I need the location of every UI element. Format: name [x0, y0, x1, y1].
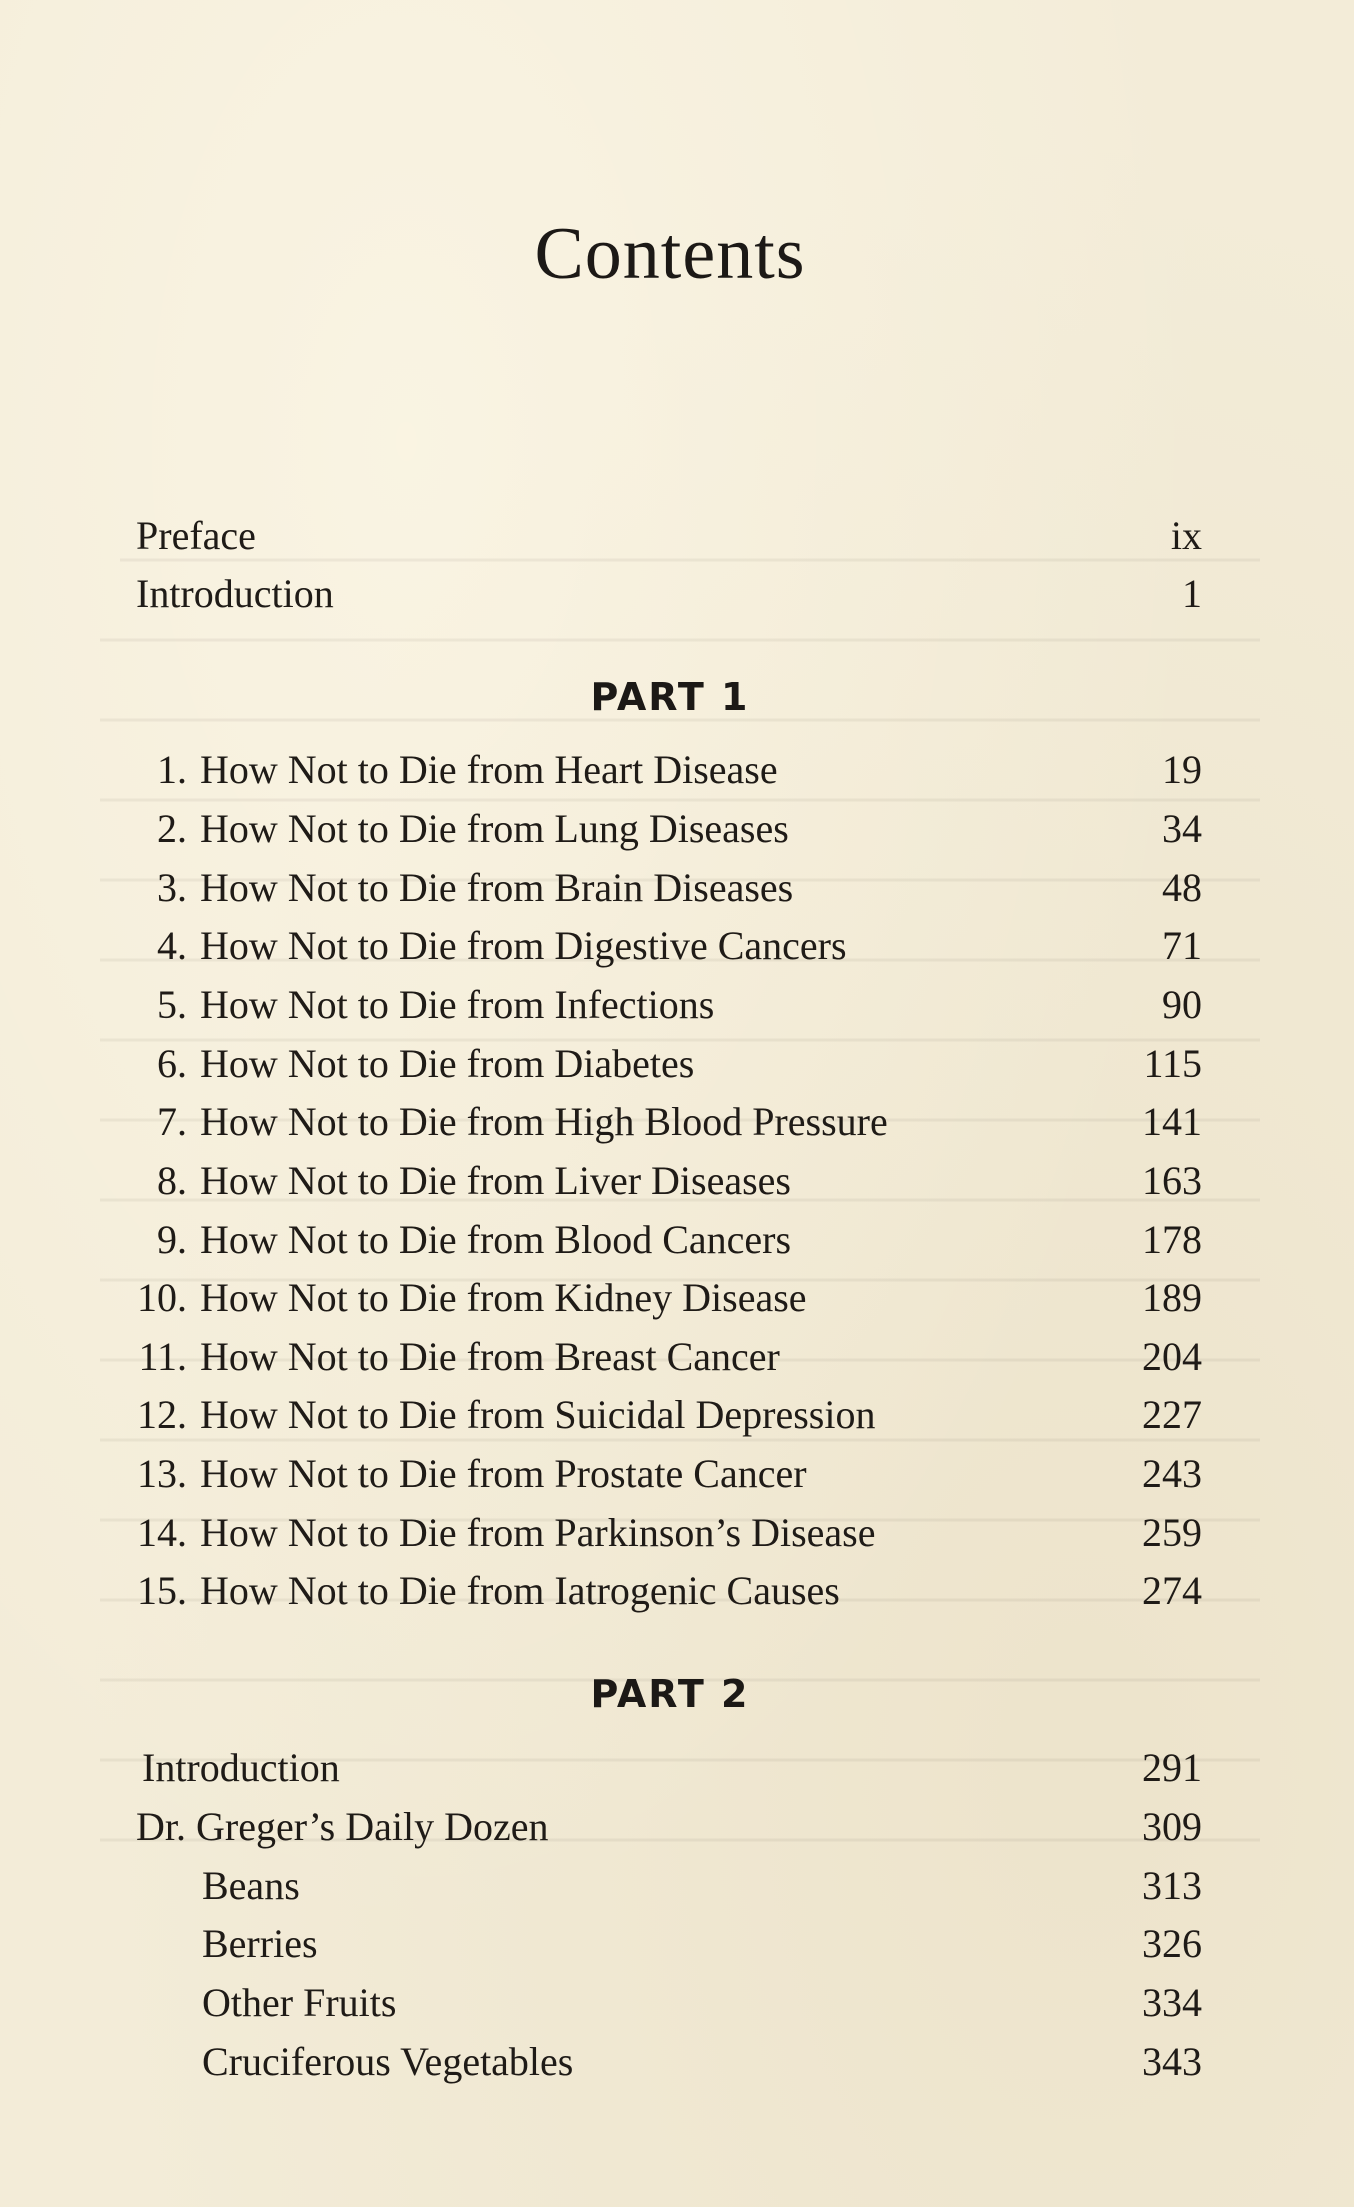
chapter-title: How Not to Die from Brain Diseases [200, 865, 794, 910]
toc-chapter-15[interactable] [0, 1562, 1354, 1620]
toc-subentry-berries[interactable] [0, 1915, 1354, 1973]
chapter-title: How Not to Die from High Blood Pressure [200, 1099, 888, 1144]
toc-entry-daily-dozen[interactable] [0, 1798, 1354, 1856]
toc-chapter-4[interactable] [0, 917, 1354, 975]
toc-chapter-14[interactable] [0, 1504, 1354, 1562]
chapter-number: 3. [157, 865, 187, 910]
toc-chapter-10[interactable] [0, 1269, 1354, 1327]
toc-subentry-cruciferous-vegetables[interactable] [0, 2033, 1354, 2091]
chapter-page: 163 [1142, 1158, 1202, 1203]
chapter-number: 9. [157, 1217, 187, 1262]
chapter-page: 90 [1162, 982, 1202, 1027]
chapter-title: How Not to Die from Heart Disease [200, 747, 778, 792]
chapter-title: How Not to Die from Liver Diseases [200, 1158, 791, 1203]
toc-subentry-page: 326 [1142, 1921, 1202, 1966]
chapter-page: 178 [1142, 1217, 1202, 1262]
chapter-number: 10. [137, 1275, 187, 1320]
toc-chapter-5[interactable] [0, 976, 1354, 1034]
chapter-title: How Not to Die from Iatrogenic Causes [200, 1568, 840, 1613]
chapter-page: 243 [1142, 1451, 1202, 1496]
chapter-title: How Not to Die from Suicidal Depression [200, 1392, 876, 1437]
toc-entry-page: 1 [1182, 571, 1202, 616]
toc-subentry-label: Berries [202, 1921, 318, 1966]
chapter-page: 141 [1142, 1099, 1202, 1144]
toc-subentry-page: 313 [1142, 1863, 1202, 1908]
toc-subentry-label: Cruciferous Vegetables [202, 2039, 574, 2084]
chapter-number: 1. [157, 747, 187, 792]
toc-subentry-beans[interactable] [0, 1857, 1354, 1915]
toc-entry-page: 309 [1142, 1804, 1202, 1849]
chapter-title: How Not to Die from Diabetes [200, 1041, 695, 1086]
chapter-title: How Not to Die from Blood Cancers [200, 1217, 792, 1262]
toc-chapter-7[interactable] [0, 1093, 1354, 1151]
chapter-number: 11. [138, 1334, 187, 1379]
toc-chapter-12[interactable] [0, 1386, 1354, 1444]
chapter-page: 189 [1142, 1275, 1202, 1320]
chapter-number: 6. [157, 1041, 187, 1086]
chapter-page: 204 [1142, 1334, 1202, 1379]
toc-entry-page: 291 [1142, 1745, 1202, 1790]
chapter-number: 2. [157, 806, 187, 851]
toc-chapter-2[interactable] [0, 800, 1354, 858]
toc-entry-introduction[interactable] [0, 565, 1354, 623]
toc-entry-page: ix [1170, 513, 1202, 558]
chapter-page: 115 [1143, 1041, 1202, 1086]
toc-subentry-label: Beans [202, 1863, 300, 1908]
chapter-page: 71 [1162, 923, 1202, 968]
toc-chapter-11[interactable] [0, 1328, 1354, 1386]
toc-chapter-8[interactable] [0, 1152, 1354, 1210]
chapter-number: 12. [137, 1392, 187, 1437]
part-1-heading: PART 1 [590, 675, 750, 719]
chapter-title: How Not to Die from Digestive Cancers [200, 923, 847, 968]
chapter-number: 15. [137, 1568, 187, 1613]
chapter-page: 227 [1142, 1392, 1202, 1437]
chapter-page: 19 [1162, 747, 1202, 792]
toc-subentry-page: 343 [1142, 2039, 1202, 2084]
toc-entry-label: Introduction [136, 571, 334, 616]
toc-chapter-3[interactable] [0, 859, 1354, 917]
toc-chapter-13[interactable] [0, 1445, 1354, 1503]
chapter-number: 13. [137, 1451, 187, 1496]
chapter-number: 7. [157, 1099, 187, 1144]
toc-subentry-page: 334 [1142, 1980, 1202, 2025]
toc-entry-label: Introduction [142, 1745, 340, 1790]
chapter-page: 274 [1142, 1568, 1202, 1613]
chapter-title: How Not to Die from Kidney Disease [200, 1275, 807, 1320]
chapter-number: 14. [137, 1510, 187, 1555]
chapter-page: 259 [1142, 1510, 1202, 1555]
chapter-number: 4. [157, 923, 187, 968]
chapter-title: How Not to Die from Infections [200, 982, 715, 1027]
toc-chapter-6[interactable] [0, 1035, 1354, 1093]
toc-subentry-other-fruits[interactable] [0, 1974, 1354, 2032]
toc-subentry-label: Other Fruits [202, 1980, 397, 2025]
toc-entry-label: Dr. Greger’s Daily Dozen [136, 1804, 549, 1849]
chapter-title: How Not to Die from Parkinson’s Disease [200, 1510, 876, 1555]
chapter-page: 48 [1162, 865, 1202, 910]
toc-chapter-1[interactable] [0, 741, 1354, 799]
chapter-title: How Not to Die from Breast Cancer [200, 1334, 780, 1379]
chapter-number: 5. [157, 982, 187, 1027]
toc-entry-introduction-part2[interactable] [0, 1739, 1354, 1797]
chapter-title: How Not to Die from Prostate Cancer [200, 1451, 807, 1496]
chapter-number: 8. [157, 1158, 187, 1203]
chapter-title: How Not to Die from Lung Diseases [200, 806, 789, 851]
toc-entry-preface[interactable] [0, 507, 1354, 565]
toc-entry-label: Preface [136, 513, 256, 558]
chapter-page: 34 [1162, 806, 1202, 851]
toc-chapter-9[interactable] [0, 1211, 1354, 1269]
page-title: Contents [534, 213, 806, 295]
part-2-heading: PART 2 [590, 1672, 750, 1716]
